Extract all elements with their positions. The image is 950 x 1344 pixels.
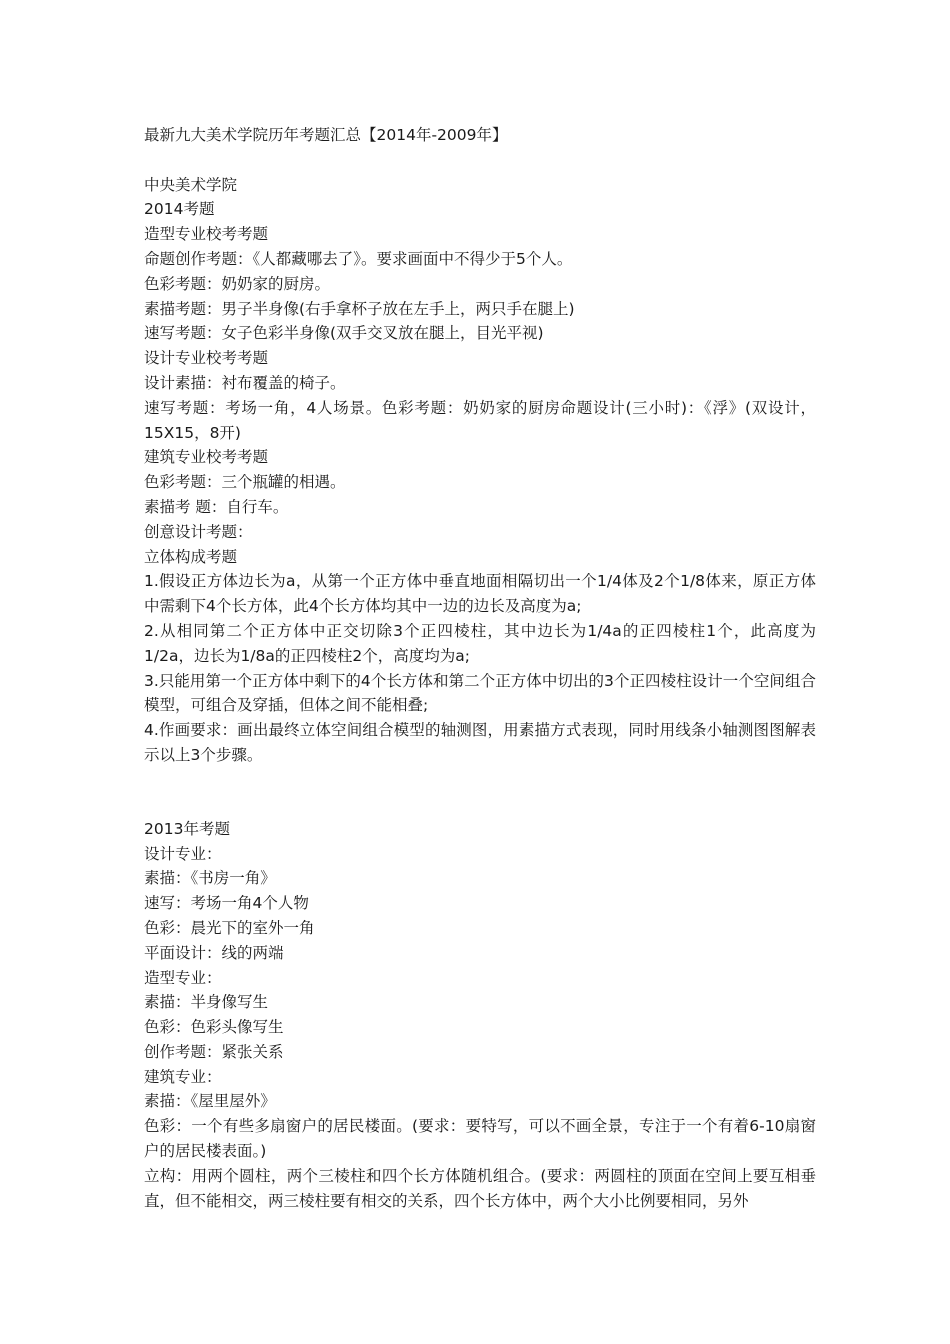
year-2013-heading: 2013年考题 (144, 819, 230, 838)
paragraph: 素描考题：男子半身像(右手拿杯子放在左手上，两只手在腿上) (144, 299, 575, 318)
paragraph: 建筑专业校考考题 (144, 448, 269, 467)
paragraph: 命题创作考题：《人都藏哪去了》。要求画面中不得少于5个人。 (144, 249, 573, 268)
paragraph: 平面设计：线的两端 (144, 943, 284, 962)
paragraph: 设计专业校考考题 (144, 349, 269, 368)
paragraph: 素描：《书房一角》 (144, 869, 276, 888)
paragraph: 造型专业： (144, 968, 222, 987)
paragraph: 色彩：晨光下的室外一角 (144, 918, 315, 937)
paragraph: 4.作画要求：画出最终立体空间组合模型的轴测图，用素描方式表现，同时用线条小轴测图图解表示以上3个步骤。 (144, 721, 816, 764)
paragraph: 设计专业： (144, 844, 222, 863)
paragraph: 创意设计考题： (144, 522, 253, 541)
paragraph: 色彩：色彩头像写生 (144, 1018, 284, 1037)
paragraph: 2.从相同第二个正方体中正交切除3个正四棱柱，其中边长为1/4a的正四棱柱1个，此高度为1/2a，边长为1/8a的正四棱柱2个，高度均为a; (144, 621, 816, 665)
section-spacer (144, 768, 816, 817)
paragraph: 1.假设正方体边长为a，从第一个正方体中垂直地面相隔切出一个1/4体及2个1/8体来，原正方体中需剩下4个长方体，此4个长方体均其中一边的边长及高度为a; (144, 572, 816, 616)
paragraph: 速写考题：女子色彩半身像(双手交叉放在腿上，目光平视) (144, 324, 544, 343)
document-title: 最新九大美术学院历年考题汇总【2014年-2009年】 (144, 126, 508, 144)
paragraph: 设计素描：衬布覆盖的椅子。 (144, 373, 346, 392)
paragraph: 速写：考场一角4个人物 (144, 894, 309, 913)
year-2014-heading: 2014考题 (144, 200, 215, 219)
school-heading: 中央美术学院 (144, 175, 238, 194)
paragraph: 速写考题：考场一角，4人场景。色彩考题：奶奶家的厨房命题设计(三小时)：《浮》(双设计，15X15，8开) (144, 398, 816, 442)
paragraph: 素描：半身像写生 (144, 993, 269, 1012)
paragraph: 造型专业校考考题 (144, 225, 269, 244)
document-body (144, 123, 816, 1213)
paragraph: 素描：《屋里屋外》 (144, 1092, 276, 1111)
paragraph: 立构：用两个圆柱，两个三棱柱和四个长方体随机组合。(要求：两圆柱的顶面在空间上要互相垂直，但不能相交，两三棱柱要有相交的关系，四个长方体中，两个大小比例要相同，另外 (144, 1166, 816, 1210)
paragraph: 色彩考题：奶奶家的厨房。 (144, 274, 331, 293)
paragraph: 立体构成考题 (144, 547, 238, 566)
paragraph: 3.只能用第一个正方体中剩下的4个长方体和第二个正方体中切出的3个正四棱柱设计一个空间组合模型，可组合及穿插，但体之间不能相叠; (144, 671, 816, 715)
paragraph: 素描考 题：自行车。 (144, 497, 289, 516)
paragraph: 创作考题：紧张关系 (144, 1042, 284, 1061)
paragraph: 色彩考题：三个瓶罐的相遇。 (144, 473, 346, 492)
paragraph: 建筑专业： (144, 1067, 222, 1086)
paragraph: 色彩：一个有些多扇窗户的居民楼面。(要求：要特写，可以不画全景，专注于一个有着6-10扇窗户的居民楼表面。) (144, 1117, 816, 1161)
